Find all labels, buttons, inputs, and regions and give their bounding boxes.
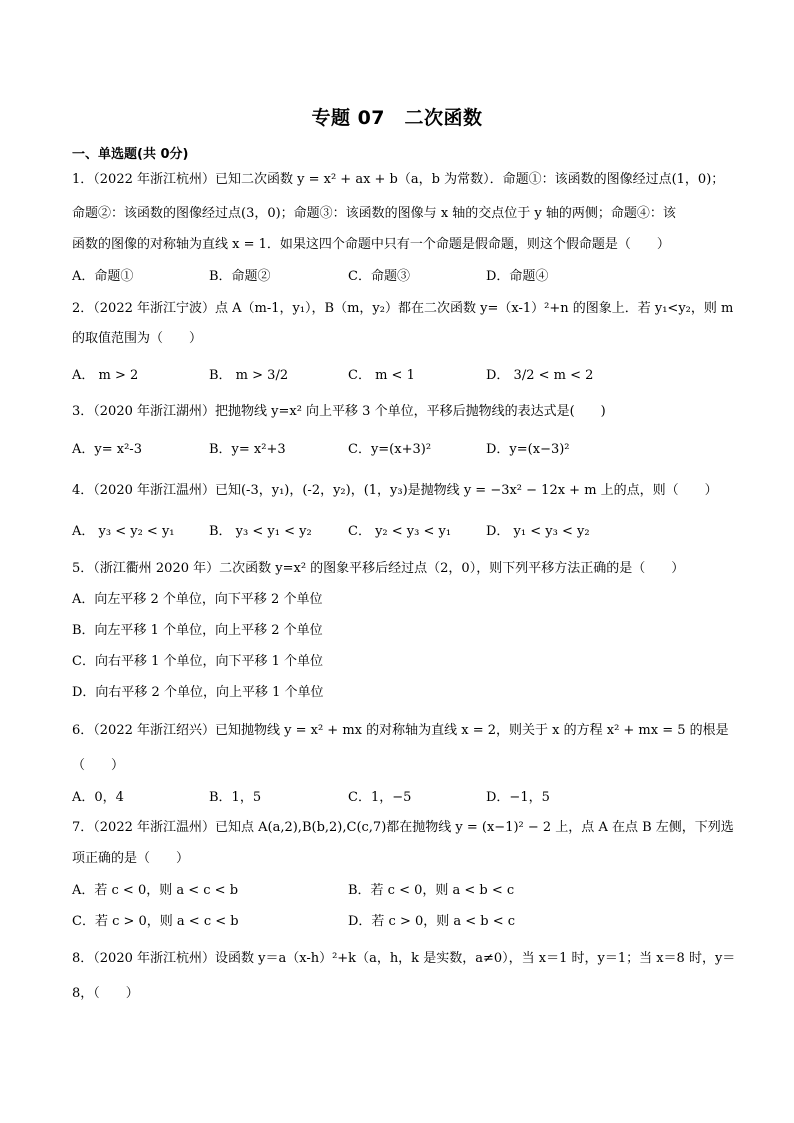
question-5-option-b: B．向左平移 1 个单位，向上平移 2 个单位 — [72, 623, 323, 638]
question-1-option-a: A．命题① — [72, 269, 134, 284]
question-7-option-d: D．若 c > 0，则 a < b < c — [348, 914, 516, 929]
question-8-line-2: 8，（ ） — [72, 986, 139, 1001]
question-6-option-d: D．−1，5 — [486, 790, 550, 805]
question-2-line-2: 的取值范围为（ ） — [72, 331, 203, 346]
question-4-option-d: D． y₁ < y₃ < y₂ — [486, 524, 590, 539]
question-3-option-d: D．y=(x−3)² — [486, 442, 570, 457]
question-3-option-a: A．y= x²-3 — [72, 442, 142, 457]
question-4-option-a: A． y₃ < y₂ < y₁ — [72, 524, 175, 539]
question-1-line-3: 函数的图像的对称轴为直线 x = 1．如果这四个命题中只有一个命题是假命题，则这个假命题是（ ） — [72, 237, 670, 252]
question-6-option-a: A．0，4 — [72, 790, 124, 805]
question-6-option-c: C．1，−5 — [348, 790, 412, 805]
question-2-option-b: B． m > 3/2 — [209, 368, 289, 383]
question-7-option-c: C．若 c > 0，则 a < c < b — [72, 914, 239, 929]
question-3-option-b: B．y= x²+3 — [209, 442, 286, 457]
question-6-option-b: B．1，5 — [209, 790, 262, 805]
question-3-line-1: 3．（2020 年浙江湖州）把抛物线 y=x² 向上平移 3 个单位，平移后抛物线的表达式是( ) — [72, 404, 606, 419]
question-7-option-a: A．若 c < 0，则 a < c < b — [72, 883, 239, 898]
question-1-line-1: 1．（2022 年浙江杭州）已知二次函数 y = x² + ax + b（a，b 为常数）．命题①：该函数的图像经过点(1，0)； — [72, 172, 725, 187]
question-5-line-1: 5．（浙江衢州 2020 年）二次函数 y=x² 的图象平移后经过点（2，0），则下列平移方法正确的是（ ） — [72, 561, 685, 576]
question-5-option-d: D．向右平移 2 个单位，向上平移 1 个单位 — [72, 685, 324, 700]
question-1-option-b: B．命题② — [209, 269, 271, 284]
question-8-line-1: 8．（2020 年浙江杭州）设函数 y＝a（x-h）²+k（a，h，k 是实数，a≠0），当 x＝1 时，y＝1；当 x＝8 时，y＝ — [72, 951, 736, 966]
question-4-line-1: 4．（2020 年浙江温州）已知(-3，y₁)，(-2，y₂)，(1，y₃)是抛物线 y = −3x² − 12x + m 上的点，则（ ） — [72, 483, 718, 498]
page-title: 专题 07 二次函数 — [311, 107, 483, 129]
question-1-line-2: 命题②：该函数的图像经过点(3，0)；命题③：该函数的图像与 x 轴的交点位于 y 轴的两侧；命题④：该 — [72, 206, 676, 221]
question-6-line-1: 6．（2022 年浙江绍兴）已知抛物线 y = x² + mx 的对称轴为直线 x = 2，则关于 x 的方程 x² + mx = 5 的根是 — [72, 723, 729, 738]
question-5-option-a: A．向左平移 2 个单位，向下平移 2 个单位 — [72, 592, 323, 607]
question-3-option-c: C．y=(x+3)² — [348, 442, 432, 457]
question-2-option-c: C． m < 1 — [348, 368, 415, 383]
section-heading: 一、单选题(共 0分) — [72, 147, 189, 162]
question-5-option-c: C．向右平移 1 个单位，向下平移 1 个单位 — [72, 654, 324, 669]
question-2-option-d: D． 3/2 < m < 2 — [486, 368, 594, 383]
question-7-line-1: 7．（2022 年浙江温州）已知点 A(a,2),B(b,2),C(c,7)都在抛物线 y = (x−1)² − 2 上，点 A 在点 B 左侧，下列选 — [72, 820, 734, 835]
question-6-line-2: （ ） — [72, 758, 125, 773]
question-2-line-1: 2．（2022 年浙江宁波）点 A（m-1，y₁），B（m，y₂）都在二次函数 y=（x-1）²+n 的图象上．若 y₁<y₂，则 m — [72, 301, 734, 316]
question-7-line-2: 项正确的是（ ） — [72, 851, 190, 866]
question-7-option-b: B．若 c < 0，则 a < b < c — [348, 883, 515, 898]
question-1-option-c: C．命题③ — [348, 269, 410, 284]
question-4-option-b: B． y₃ < y₁ < y₂ — [209, 524, 312, 539]
question-2-option-a: A． m > 2 — [72, 368, 139, 383]
question-4-option-c: C． y₂ < y₃ < y₁ — [348, 524, 452, 539]
question-1-option-d: D．命题④ — [486, 269, 549, 284]
